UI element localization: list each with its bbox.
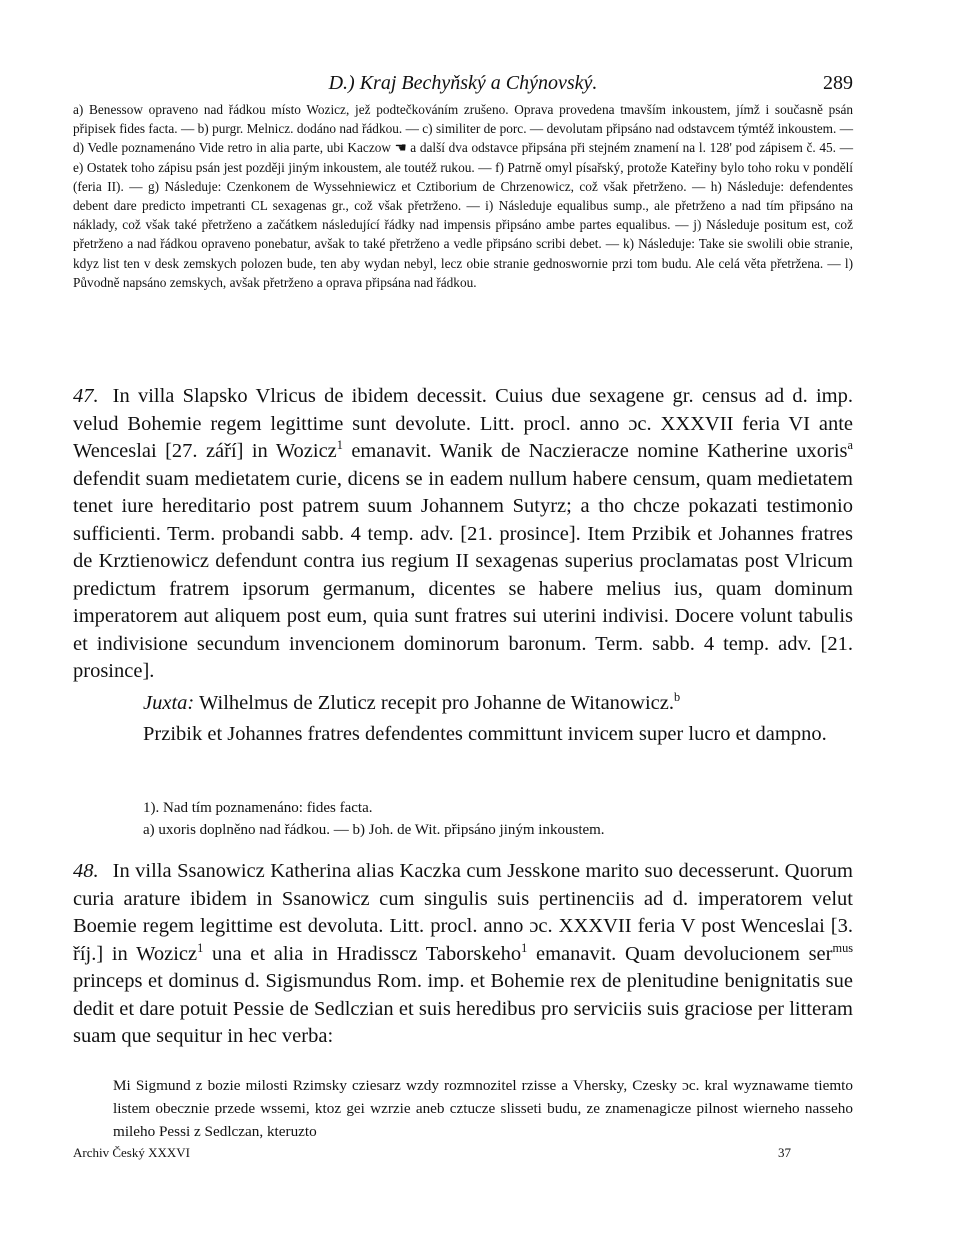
entry-48-text-b: una et alia in Hradisscz Taborskeho (203, 942, 522, 965)
page-number: 289 (823, 72, 853, 94)
quoted-charter (113, 1074, 853, 1143)
juxta-sup: b (674, 689, 681, 704)
entry-47-text-b: emanavit. Wanik de Naczieracze nomine Katherine uxoris (342, 440, 848, 462)
entry-48-text-a: In villa Ssanowicz Katherina alias Kaczka cum Jesskone marito suo decesserunt. Quorum curia arature ibidem in Ssanowicz cum singulis suis pertinenciis ad d. imperatorem velut Boemie regem legittime est devoluta. Litt. procl. anno ɔc. XXXVII feria V post Wenceslai [3. říj.] in Wozicz (73, 860, 853, 965)
entry-47-sup2: a (847, 438, 853, 453)
juxta-text: Wilhelmus de Zluticz recepit pro Johanne de Witanowicz. (194, 691, 674, 714)
entry-48-text-c: emanavit. Quam devolucionem ser (527, 942, 833, 965)
juxta-label: Juxta: (143, 691, 195, 714)
quoted-charter-text: Mi Sigmund z bozie milosti Rzimsky cziesarz wzdy rozmnozitel rzisse a Vhersky, Czesky ɔc. kral wyznawame tiemto listem obecznie przede wssemi, ktoz gei wzrzie aneb cztucze slisseti budu, ze znamenagicze pilnost wierneho nasseho mileho Pessi z Sedlczan, kteruzto (113, 1077, 853, 1140)
entry-47-juxta (73, 690, 853, 718)
entry-48-sup3: mus (832, 940, 853, 955)
page-signature (73, 1145, 853, 1165)
entry-47-text-c: defendit suam medietatem curie, dicens se in eadem nullum habere censum, quam medietatem tenet iure hereditario post patrem suum Johannem Sutyrz; a tho chcze pokazati testimonio sufficienti. Term. probandi sabb. 4 temp. adv. [21. prosince]. Item Przibik et Johannes fratres de Krztienowicz defendunt contra ius regium II sexagenas superius proclamatas post Vlricum predictum fratrem ipsorum germanum, dicentes se habere melius ius, quam dominum imperatorem aut aliquem post eum, quia sunt fratres sui uterini indivisi. Docere volunt tabulis et indivisione secundum invencionem dominorum baronum. Term. sabb. 4 temp. adv. [21. prosince]. (73, 467, 853, 682)
signature-right: 37 (778, 1145, 791, 1160)
entry-47-closing: Przibik et Johannes fratres defendentes committunt invicem super lucro et dampno. (143, 723, 827, 745)
signature-left: Archiv Český XXXVI (73, 1145, 190, 1160)
footnote-mid-line1: 1). Nad tím poznamenáno: fides facta. (143, 800, 373, 816)
entry-47-text-a: In villa Slapsko Vlricus de ibidem decessit. Cuius due sexagene gr. census ad d. imp. velud Bohemie regem legittime sunt devolute. Litt. procl. anno ɔc. XXXVII feria VI ante Wenceslai [27. září] in Wozicz (73, 385, 853, 462)
entry-48-number: 48. (73, 860, 99, 882)
entry-48 (73, 858, 853, 1051)
entry-47-number: 47. (73, 385, 99, 407)
entry-48-sup1: 1 (197, 940, 204, 955)
entry-47-sup1: 1 (336, 438, 343, 453)
entry-48-text-d: princeps et dominus d. Sigismundus Rom. imp. et Bohemie rex de plenitudine benignitatis sue dedit et dare potuit Pessie de Sedlczian et suis heredibus pro serviciis suis graciose per litteram suam que sequitur in hec verba: (73, 970, 853, 1047)
entry-48-body (73, 858, 853, 1051)
footnote-mid-line2: a) uxoris doplněno nad řádkou. — b) Joh. de Wit. připsáno jiným inkoustem. (143, 822, 605, 838)
footnotes-top (73, 100, 853, 292)
entry-47-body (73, 383, 853, 686)
footnotes-mid (143, 797, 853, 841)
page-header (73, 70, 853, 100)
running-title: D.) Kraj Bechyňský a Chýnovský. (328, 72, 598, 94)
document-page (73, 0, 853, 1234)
entry-47 (73, 383, 853, 749)
footnotes-top-text: a) Benessow opraveno nad řádkou místo Wozicz, jež podtečkováním zrušeno. Oprava provedena tmavším inkoustem, jímž i současně psán připisek fides facta. — b) purgr. Melnicz. dodáno nad řádkou. — c) similiter de porc. — devolutam připsáno nad odstavcem týmtéž inkoustem. — d) Vedle poznamenáno Vide retro in alia parte, ubi Kaczow ☚ a další dva odstavce připsána při stejném znamení na l. 128' pod zápisem č. 45. — e) Ostatek toho zápisu psán jest později jiným inkoustem, ale toutéž rukou. — f) Patrně omyl písařský, protože Kateřiny bylo toho roku v pondělí (feria II). — g) Následuje: Czenkonem de Wyssehniewicz et Cztiborium de Chrzenowicz, což však přetrženo. — h) Následuje: defendentes debent dare predicto impetranti CL sexagenas gr., což však přetrženo. — i) Následuje equalibus sump., ale přetrženo a nad tím připsáno na náklady, což však také přetrženo a začátkem následující řádky nad impensis připsáno ambe partes equalibus. — j) Následuje positum est, což přetrženo a nad řádkou opraveno ponebatur, avšak to také přetrženo a vedle připsáno scribi debet. — k) Následuje: Take sie swolili obie stranie, kdyz list ten v desk zemskych polozen bude, ten aby wydan nebyl, lecz obie stranie gednoswornie przi tom budu. Ale celá věta přetržena. — l) Původně napsáno zemskych, avšak přetrženo a oprava připsána nad řádkou. (73, 102, 853, 290)
entry-48-sup2: 1 (521, 940, 528, 955)
